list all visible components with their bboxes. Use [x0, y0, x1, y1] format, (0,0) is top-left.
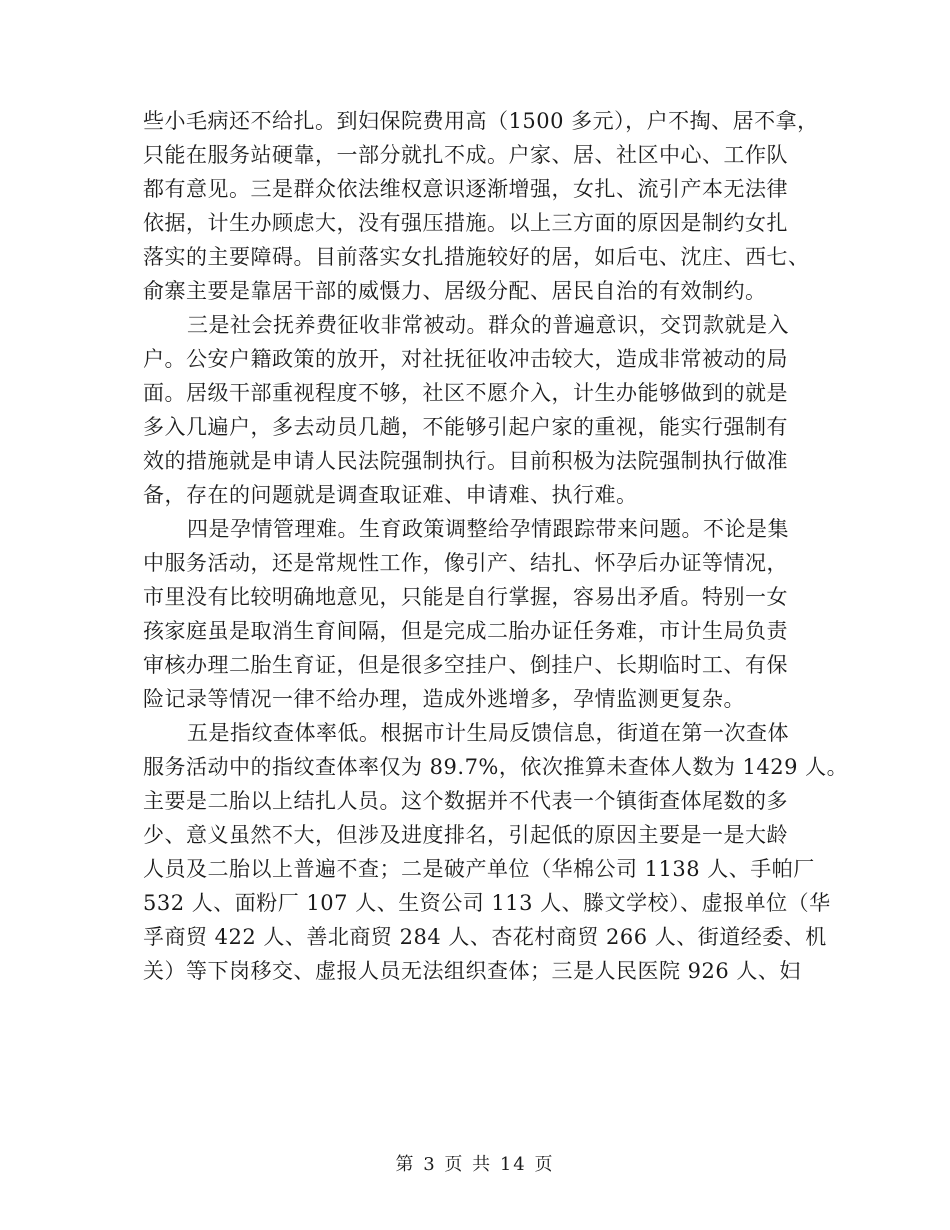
text-line: 多入几遍户，多去动员几趟，不能够引起户家的重视，能实行强制有 [143, 415, 788, 439]
text-line: 孩家庭虽是取消生育间隔，但是完成二胎办证任务难，市计生局负责 [143, 619, 788, 643]
text-line: 依据，计生办顾虑大，没有强压措施。以上三方面的原因是制约女扎 [143, 211, 788, 235]
text-line: 532 人、面粉厂 107 人、生资公司 113 人、滕文学校）、虚报单位（华 [143, 891, 831, 915]
paragraph-start-line: 三是社会抚养费征收非常被动。群众的普遍意识，交罚款就是入 [187, 313, 789, 337]
text-line: 些小毛病还不给扎。到妇保院费用高（1500 多元），户不掏、居不拿， [143, 109, 819, 133]
text-line: 服务活动中的指纹查体率仅为 89.7%，依次推算未查体人数为 1429 人。 [143, 755, 849, 779]
text-line: 孚商贸 422 人、善北商贸 284 人、杏花村商贸 266 人、街道经委、机 [143, 925, 827, 949]
text-line: 少、意义虽然不大，但涉及进度排名，引起低的原因主要是一是大龄 [143, 823, 788, 847]
text-line: 面。居级干部重视程度不够，社区不愿介入，计生办能够做到的就是 [143, 381, 788, 405]
paragraph-start-line: 五是指纹查体率低。根据市计生局反馈信息，街道在第一次查体 [187, 721, 789, 745]
text-line: 落实的主要障碍。目前落实女扎措施较好的居，如后屯、沈庄、西七、 [143, 245, 810, 269]
text-line: 都有意见。三是群众依法维权意识逐渐增强，女扎、流引产本无法律 [143, 177, 788, 201]
paragraph-start-line: 四是孕情管理难。生育政策调整给孕情跟踪带来问题。不论是集 [187, 517, 789, 541]
page-number-footer: 第 3 页 共 14 页 [395, 1154, 555, 1175]
text-line: 效的措施就是申请人民法院强制执行。目前积极为法院强制执行做准 [143, 449, 788, 473]
text-line: 险记录等情况一律不给办理，造成外逃增多，孕情监测更复杂。 [143, 687, 745, 711]
text-line: 关）等下岗移交、虚报人员无法组织查体；三是人民医院 926 人、妇 [143, 959, 801, 983]
text-line: 户。公安户籍政策的放开，对社抚征收冲击较大，造成非常被动的局 [143, 347, 788, 371]
document-body [143, 104, 849, 988]
text-line: 主要是二胎以上结扎人员。这个数据并不代表一个镇街查体尾数的多 [143, 789, 788, 813]
text-line: 只能在服务站硬靠，一部分就扎不成。户家、居、社区中心、工作队 [143, 143, 788, 167]
text-line: 审核办理二胎生育证，但是很多空挂户、倒挂户、长期临时工、有保 [143, 653, 788, 677]
text-line: 俞寨主要是靠居干部的威慑力、居级分配、居民自治的有效制约。 [143, 279, 767, 303]
text-line: 备，存在的问题就是调查取证难、申请难、执行难。 [143, 483, 638, 507]
text-line: 市里没有比较明确地意见，只能是自行掌握，容易出矛盾。特别一女 [143, 585, 788, 609]
text-line: 中服务活动，还是常规性工作，像引产、结扎、怀孕后办证等情况， [143, 551, 788, 575]
text-line: 人员及二胎以上普遍不查；二是破产单位（华棉公司 1138 人、手帕厂 [143, 857, 815, 881]
